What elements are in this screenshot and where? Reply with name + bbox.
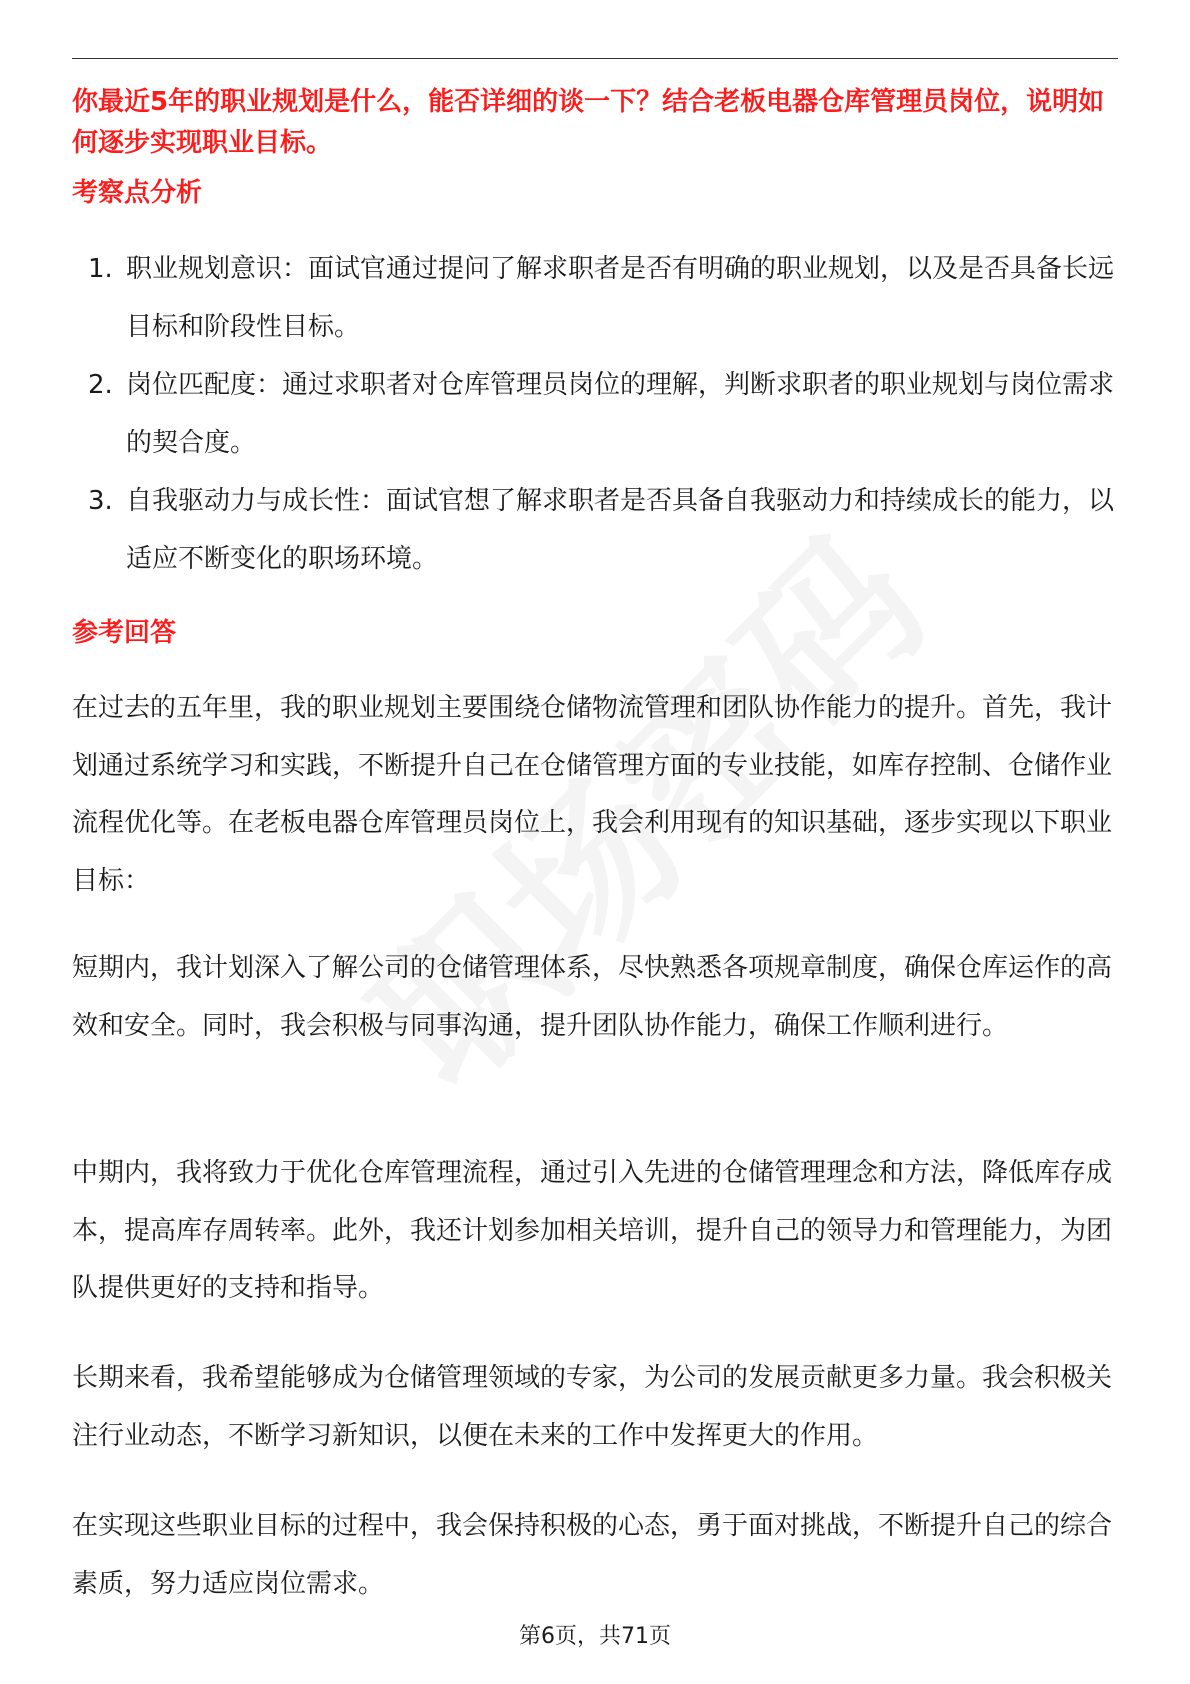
analysis-point [72,356,1118,472]
answer-paragraph: 在实现这些职业目标的过程中，我会保持积极的心态，勇于面对挑战，不断提升自己的综合素质，努力适应岗位需求。 [72,1511,1113,1599]
analysis-point [72,240,1118,356]
point-text: 自我驱动力与成长性：面试官想了解求职者是否具备自我驱动力和持续成长的能力，以适应不断变化的职场环境。 [126,486,1115,574]
answer-paragraph: 中期内，我将致力于优化仓库管理流程，通过引入先进的仓储管理理念和方法，降低库存成本，提高库存周转率。此外，我还计划参加相关培训，提升自己的领导力和管理能力，为团队提供更好的支持和指导。 [72,1158,1113,1303]
answer-paragraph: 在过去的五年里，我的职业规划主要围绕仓储物流管理和团队协作能力的提升。首先，我计划通过系统学习和实践，不断提升自己在仓储管理方面的专业技能，如库存控制、仓储作业流程优化等。在老板电器仓库管理员岗位上，我会利用现有的知识基础，逐步实现以下职业目标： [72,693,1113,896]
point-number: 2. [88,370,113,400]
point-number: 1. [88,254,113,284]
point-text: 职业规划意识：面试官通过提问了解求职者是否有明确的职业规划，以及是否具备长远目标和阶段性目标。 [126,254,1115,342]
analysis-points-list [72,240,1118,588]
answer-paragraph: 长期来看，我希望能够成为仓储管理领域的专家，为公司的发展贡献更多力量。我会积极关注行业动态，不断学习新知识，以便在未来的工作中发挥更大的作用。 [72,1363,1113,1451]
point-text: 岗位匹配度：通过求职者对仓库管理员岗位的理解，判断求职者的职业规划与岗位需求的契合度。 [126,370,1115,458]
page-footer: 第6页，共71页 [519,1624,671,1649]
answer-paragraph: 短期内，我计划深入了解公司的仓储管理体系，尽快熟悉各项规章制度，确保仓库运作的高效和安全。同时，我会积极与同事沟通，提升团队协作能力，确保工作顺利进行。 [72,953,1113,1041]
point-number: 3. [88,486,113,516]
interview-question: 你最近5年的职业规划是什么，能否详细的谈一下？结合老板电器仓库管理员岗位，说明如何逐步实现职业目标。 [72,87,1105,158]
analysis-heading: 考察点分析 [72,178,203,208]
top-divider [72,58,1118,59]
answer-heading: 参考回答 [72,618,177,648]
analysis-point [72,472,1118,588]
